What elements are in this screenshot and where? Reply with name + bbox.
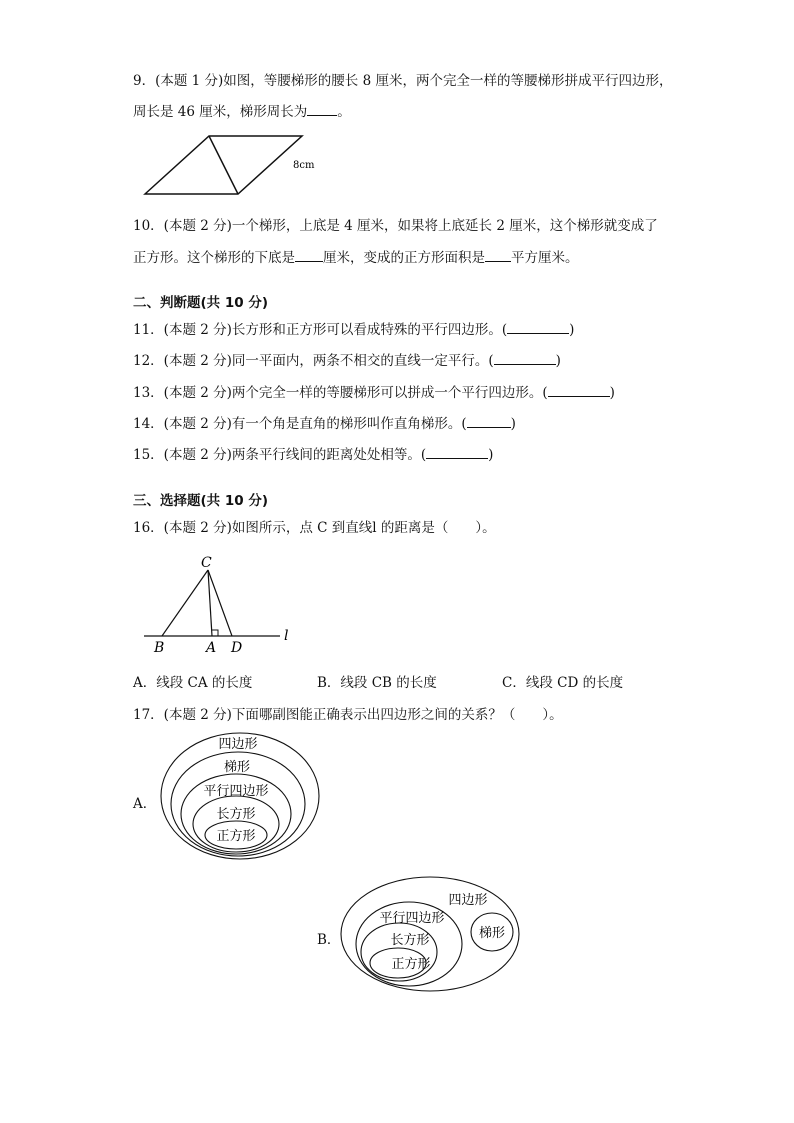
judge-item-11 [133,318,574,338]
q10-blank-1[interactable] [295,249,323,262]
judge-11-blank[interactable] [507,321,569,334]
judge-13-close: ) [609,385,615,401]
judge-15-blank[interactable] [426,446,488,459]
q16-option-c[interactable]: C．线段 CD 的长度 [502,675,624,691]
point-d-label: D [231,640,243,656]
judge-13-text: 13．(本题 2 分)两个完全一样的等腰梯形可以拼成一个平行四边形。( [133,385,548,401]
q17-option-b-diagram[interactable] [336,872,526,998]
judge-item-13 [133,381,615,401]
q9-answer-blank[interactable] [307,103,337,116]
ring-label-square: 正方形 [216,829,256,844]
q10-blank-2[interactable] [485,249,511,262]
judge-15-text: 15．(本题 2 分)两条平行线间的距离处处相等。( [133,447,427,463]
side-length-label: 8cm [293,160,315,171]
q10-text-b: 厘米，变成的正方形面积是 [323,250,485,266]
q9-line2-text: 周长是 46 厘米，梯形周长为 [133,104,308,120]
point-b-label: B [154,640,165,656]
ring-label-rectangle: 长方形 [216,807,256,822]
ring-label-quadrilateral: 四边形 [218,737,258,752]
judge-item-12 [133,349,561,369]
label-quadrilateral: 四边形 [448,893,488,908]
q9-line2-end: 。 [337,104,351,120]
judge-14-text: 14．(本题 2 分)有一个角是直角的梯形叫作直角梯形。( [133,416,467,432]
q9-line2 [133,100,351,120]
q10-line2 [133,246,579,266]
q16-option-a[interactable]: A．线段 CA 的长度 [133,675,253,691]
label-trapezoid: 梯形 [478,926,506,941]
q16-stem: 16．(本题 2 分)如图所示，点 C 到直线l 的距离是（ ）。 [133,520,496,536]
judge-12-close: ) [555,353,561,369]
q10-line1: 10．(本题 2 分)一个梯形，上底是 4 厘米，如果将上底延长 2 厘米，这个梯形就变成了 [133,218,658,234]
q16-triangle-figure [140,550,310,660]
judge-13-blank[interactable] [548,384,610,397]
right-angle-mark [212,630,218,636]
q10-text-a: 正方形。这个梯形的下底是 [133,250,295,266]
q17-option-a-label[interactable]: A． [133,796,157,812]
q17-option-a-diagram[interactable] [156,728,326,868]
judge-12-text: 12．(本题 2 分)同一平面内，两条不相交的直线一定平行。( [133,353,494,369]
judge-11-text: 11．(本题 2 分)长方形和正方形可以看成特殊的平行四边形。( [133,322,508,338]
label-parallelogram: 平行四边形 [379,911,445,926]
judge-14-close: ) [510,416,516,432]
trapezoid-divider [209,136,238,194]
q17-stem: 17．(本题 2 分)下面哪副图能正确表示出四边形之间的关系？（ ）。 [133,707,563,723]
q9-line1: 9．(本题 1 分)如图，等腰梯形的腰长 8 厘米，两个完全一样的等腰梯形拼成平行四边形， [133,73,673,89]
segment-cb [162,570,208,636]
label-square: 正方形 [391,957,431,972]
ellipse-rectangle [361,923,437,981]
judge-item-15 [133,443,493,463]
q16-option-b[interactable]: B．线段 CB 的长度 [317,675,437,691]
point-a-label: A [206,640,217,656]
q10-text-c: 平方厘米。 [511,250,579,266]
label-rectangle: 长方形 [390,933,430,948]
judge-11-close: ) [569,322,575,338]
point-c-label: C [201,555,212,571]
q9-parallelogram-figure [140,130,330,200]
section2-title: 二、判断题(共 10 分) [133,295,269,311]
line-l-label: l [284,628,289,644]
judge-14-blank[interactable] [467,415,511,428]
q17-option-b-label[interactable]: B． [317,932,341,948]
ring-label-parallelogram: 平行四边形 [203,784,269,799]
judge-15-close: ) [488,447,494,463]
ring-label-trapezoid: 梯形 [223,760,251,775]
judge-12-blank[interactable] [494,352,556,365]
judge-item-14 [133,412,516,432]
section3-title: 三、选择题(共 10 分) [133,493,269,509]
